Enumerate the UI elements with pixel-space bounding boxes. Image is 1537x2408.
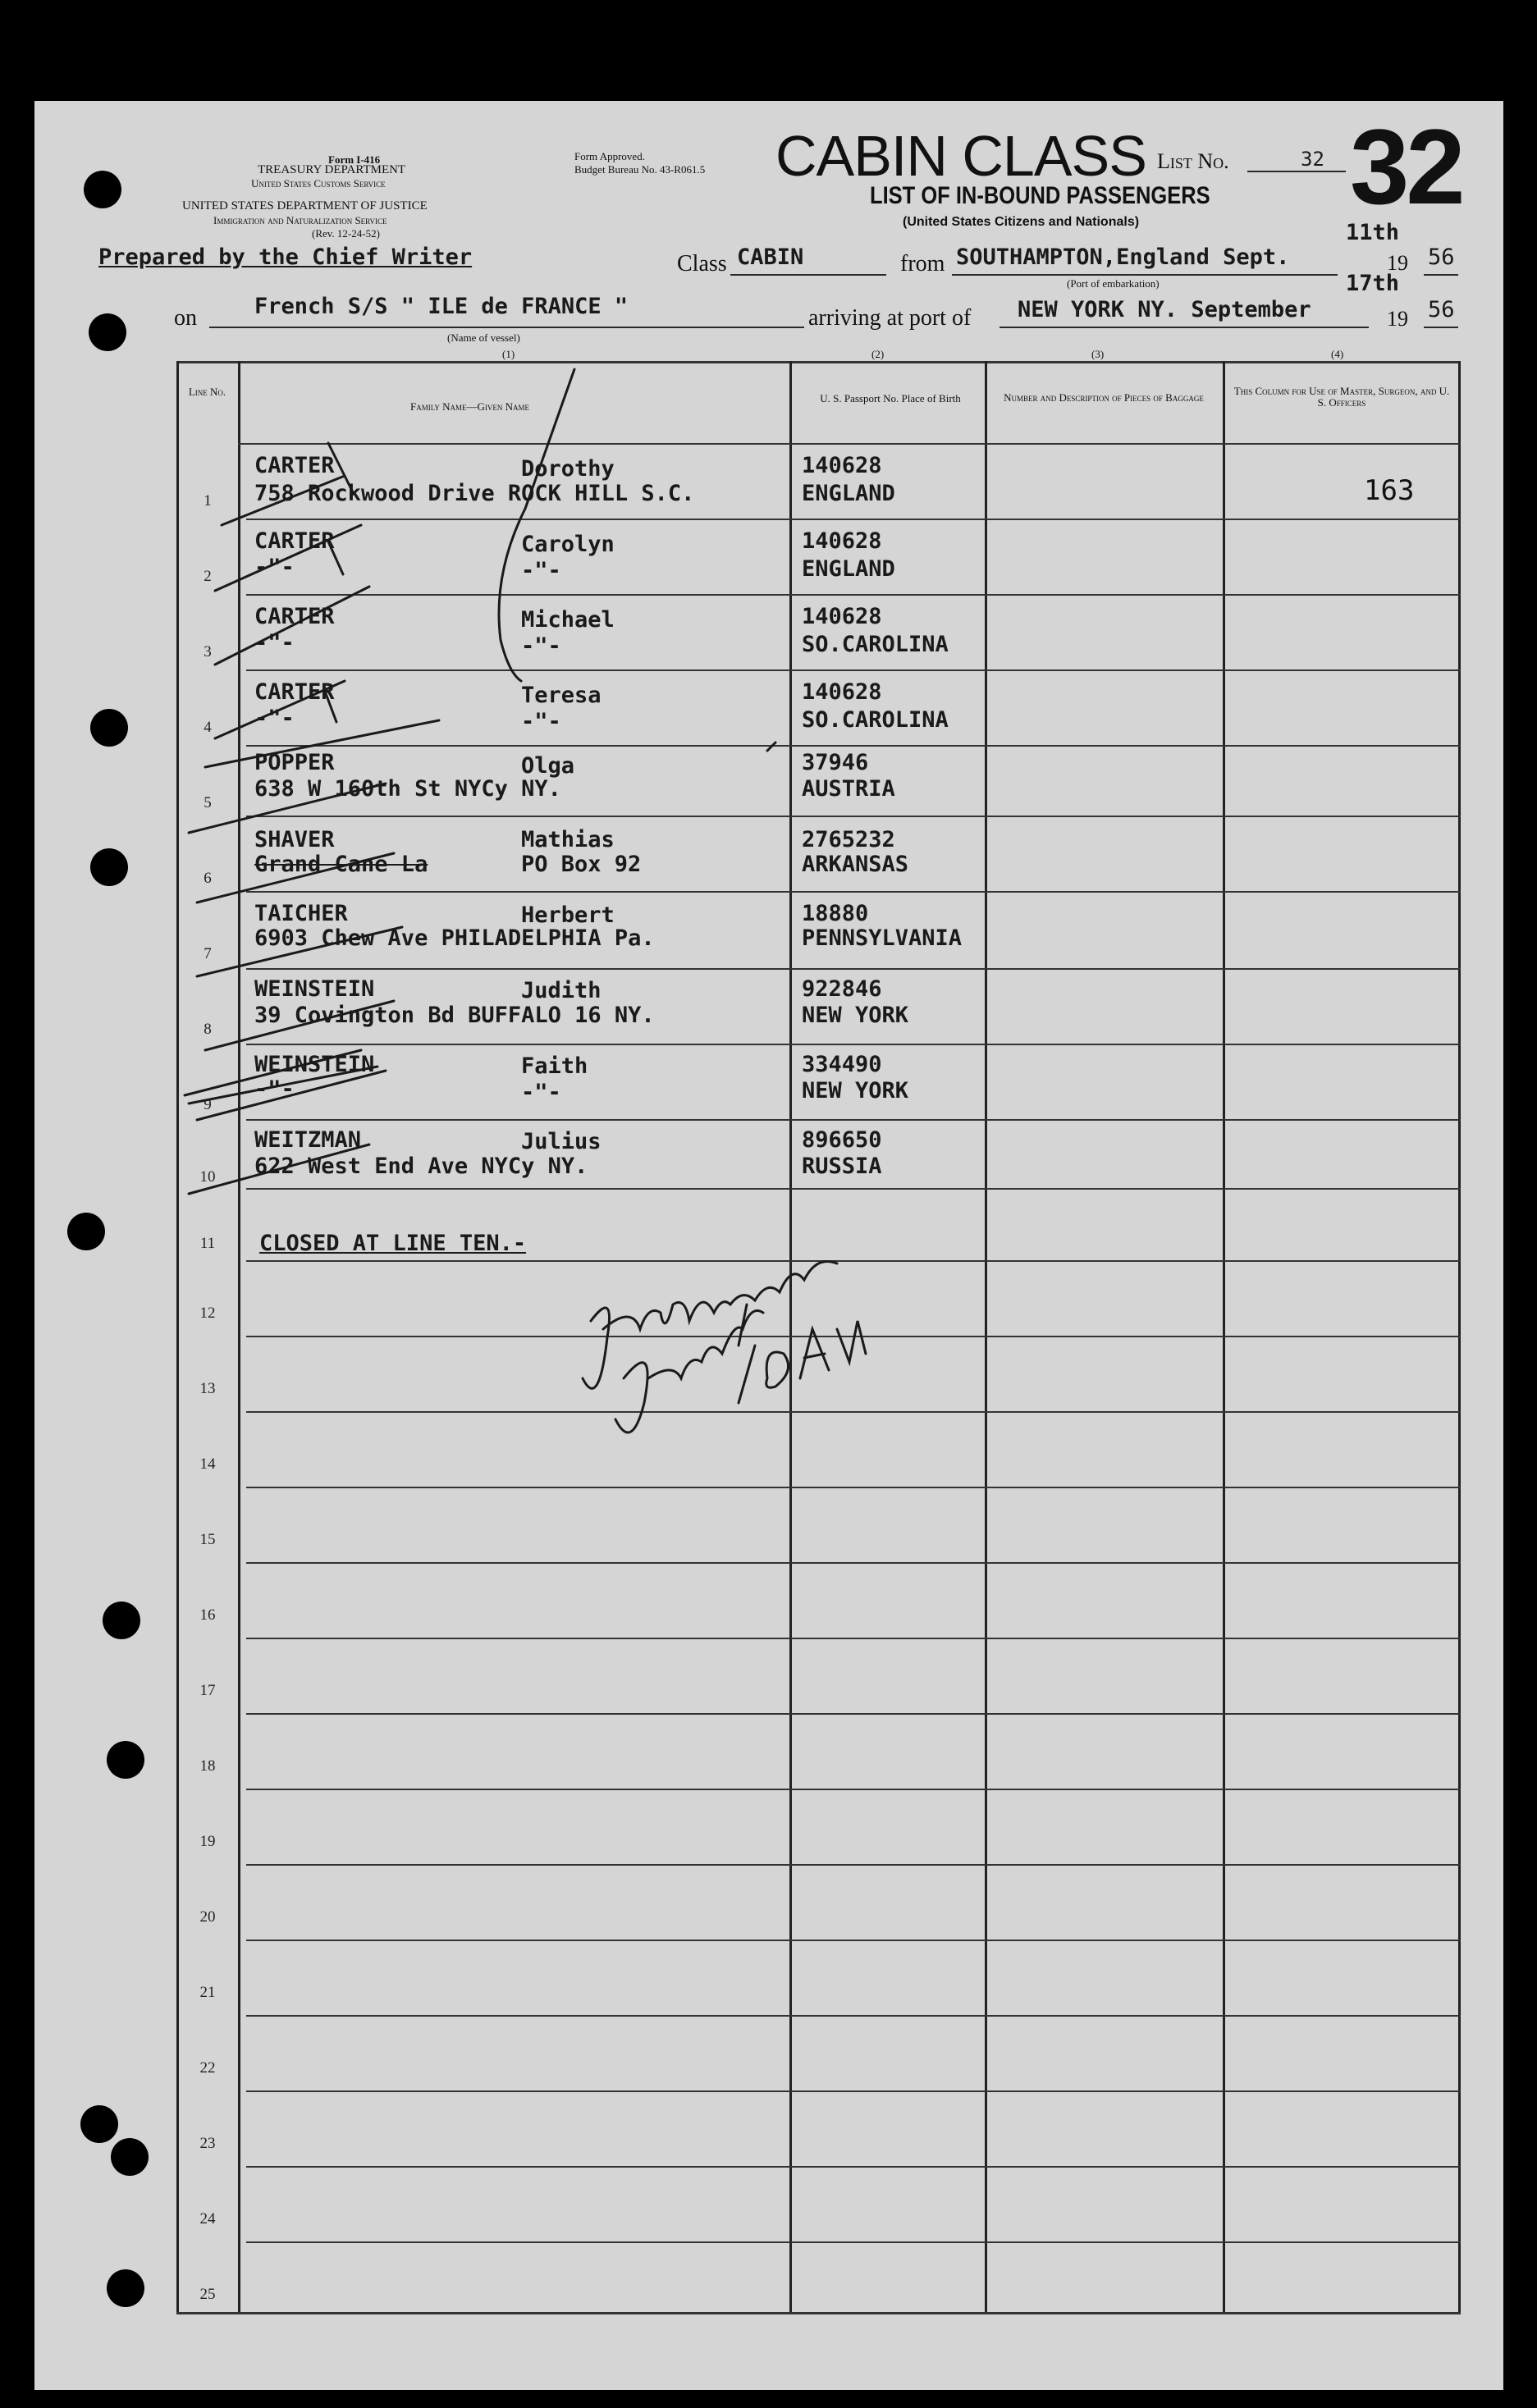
line-number: 5 [204,794,212,811]
col2-number: (2) [871,348,885,360]
form-number: Form I-416 [328,153,381,166]
line-number: 17 [199,1682,216,1699]
check-mark [185,1050,361,1095]
line-number: 4 [204,719,212,736]
place-of-birth: ENGLAND [802,556,895,582]
col4-number: (4) [1331,348,1344,360]
treasury-label: TREASURY DEPARTMENT [258,163,406,176]
budget-bureau: Budget Bureau No. 43-R061.5 [574,163,706,176]
line-number: 15 [199,1531,216,1548]
given-name: Mathias [521,827,615,852]
given-name: Judith [521,978,602,1003]
passport-number: 140628 [802,679,882,705]
list-subtitle: (United States Citizens and Nationals) [903,215,1140,229]
col-header-officers: This Column for Use of Master, Surgeon, and U. S. Officers [1233,385,1450,409]
address: Grand Cane La [254,852,428,877]
check-mark [205,1001,394,1050]
line-number: 16 [199,1606,216,1624]
given-name: Dorothy [521,456,615,482]
col-header-passport: U. S. Passport No. Place of Birth [820,392,961,404]
family-name: CARTER [254,528,335,554]
arriving-label: arriving at port of [808,305,972,331]
given-name: Herbert [521,902,615,928]
given-name: Julius [521,1129,602,1154]
given-name: Teresa [521,683,602,708]
place-of-birth: ENGLAND [802,481,895,506]
arrival-year-prefix: 19 [1387,307,1408,331]
line-number: 8 [204,1021,212,1038]
vessel-name: French S/S " ILE de FRANCE " [254,294,629,319]
line-number: 18 [199,1757,216,1775]
family-name: CARTER [254,679,335,705]
arrival-year: 56 [1428,297,1455,322]
place-of-birth: AUSTRIA [802,776,895,802]
line-number: 10 [199,1168,216,1186]
from-year-prefix: 19 [1387,251,1408,275]
line-number: 14 [199,1455,216,1473]
line-number: 6 [204,870,212,887]
address-ditto: -"- [254,630,295,656]
address: 622 West End Ave NYCy NY. [254,1154,588,1179]
address-ditto: -"- [254,706,295,731]
immigration-label: Immigration and Naturalization Service [213,214,387,226]
passport-number: 37946 [802,750,869,775]
line-number: 21 [199,1984,216,2001]
line-number: 23 [199,2135,216,2152]
arrival-day: 17th [1346,271,1400,296]
address: 638 W 160th St NYCy NY. [254,776,561,802]
check-mark [189,784,386,833]
col-header-name: Family Name—Given Name [410,400,529,413]
passport-number: 18880 [802,901,869,926]
customs-label: United States Customs Service [251,177,386,190]
embark-caption: (Port of embarkation) [1067,277,1160,290]
line-number: 7 [204,945,212,962]
address-ditto: -"- [254,1076,295,1102]
passport-number: 896650 [802,1127,882,1153]
place-of-birth: NEW YORK [802,1078,909,1103]
check-mark [197,927,402,976]
col-header-line-no: Line No. [188,386,226,398]
check-mark [215,587,369,665]
line-number: 13 [199,1380,216,1397]
line-number: 9 [204,1096,212,1113]
place-of-birth: SO.CAROLINA [802,707,949,733]
from-year: 56 [1428,244,1455,270]
cabin-class-title: CABIN CLASS [775,124,1146,188]
line-number: 2 [204,568,212,585]
family-name: TAICHER [254,901,348,926]
col-header-baggage: Number and Description of Pieces of Baggage [1004,391,1204,404]
family-name: WEINSTEIN [254,976,375,1002]
list-number-label: List No. [1157,149,1229,173]
address: 39 Covington Bd BUFFALO 16 NY. [254,1003,655,1028]
line-number: 3 [204,643,212,660]
class-label: Class [677,251,727,276]
family-name: POPPER [254,750,335,775]
place-of-birth: SO.CAROLINA [802,632,949,657]
line-number: 22 [199,2059,216,2077]
given-name: Carolyn [521,532,615,557]
justice-label: UNITED STATES DEPARTMENT OF JUSTICE [182,199,428,212]
arrival-value: NEW YORK NY. September [1018,297,1311,322]
family-name: CARTER [254,453,335,478]
passport-number: 922846 [802,976,882,1002]
address-2: PO Box 92 [521,852,642,877]
passport-number: 140628 [802,453,882,478]
list-number-stamp: 32 [1350,107,1462,226]
family-name: SHAVER [254,827,335,852]
check-mark [222,443,353,525]
on-label: on [174,305,197,331]
class-value: CABIN [737,244,804,270]
address-ditto-2: -"- [521,633,561,659]
line-number: 25 [199,2286,216,2303]
form-approved: Form Approved. [574,150,645,162]
place-of-birth: NEW YORK [802,1003,909,1028]
check-mark [215,525,361,591]
col1-number: (1) [502,348,515,360]
check-mark [197,853,394,902]
from-label: from [900,251,945,276]
line-number: 11 [199,1235,216,1252]
passport-number: 140628 [802,604,882,629]
vessel-caption: (Name of vessel) [447,331,520,344]
signature-stamp [566,1214,878,1460]
family-name: CARTER [254,604,335,629]
prepared-by: Prepared by the Chief Writer [98,244,473,270]
address-ditto-2: -"- [521,558,561,583]
family-name: WEITZMAN [254,1127,362,1153]
from-day: 11th [1346,220,1400,245]
from-value: SOUTHAMPTON,England Sept. [956,244,1290,270]
address: 6903 Chew Ave PHILADELPHIA Pa. [254,925,655,951]
given-name: Michael [521,607,615,633]
line-number: 19 [199,1833,216,1850]
bracket-stroke [499,369,574,681]
line-number: 1 [204,492,212,509]
passport-number: 2765232 [802,827,895,852]
tick [767,743,775,751]
place-of-birth: PENNSYLVANIA [802,925,963,951]
family-name: WEINSTEIN [254,1052,375,1077]
officer-note: 163 [1364,474,1415,507]
list-number-typed: 32 [1301,148,1324,171]
check-mark [189,1145,369,1194]
given-name: Olga [521,753,575,779]
place-of-birth: RUSSIA [802,1154,882,1179]
passport-number: 140628 [802,528,882,554]
line-number: 20 [199,1908,216,1926]
check-mark [215,681,345,738]
revision-label: (Rev. 12-24-52) [312,227,380,240]
closing-text: CLOSED AT LINE TEN.- [259,1231,527,1256]
address-ditto-2: -"- [521,709,561,734]
address: 758 Rockwood Drive ROCK HILL S.C. [254,481,695,506]
col3-number: (3) [1091,348,1105,360]
line-number: 24 [199,2210,216,2228]
given-name: Faith [521,1053,588,1079]
list-title: LIST OF IN-BOUND PASSENGERS [870,182,1210,209]
address-ditto-2: -"- [521,1080,561,1105]
address-ditto: -"- [254,555,295,580]
line-number: 12 [199,1305,216,1322]
passport-number: 334490 [802,1052,882,1077]
place-of-birth: ARKANSAS [802,852,909,877]
